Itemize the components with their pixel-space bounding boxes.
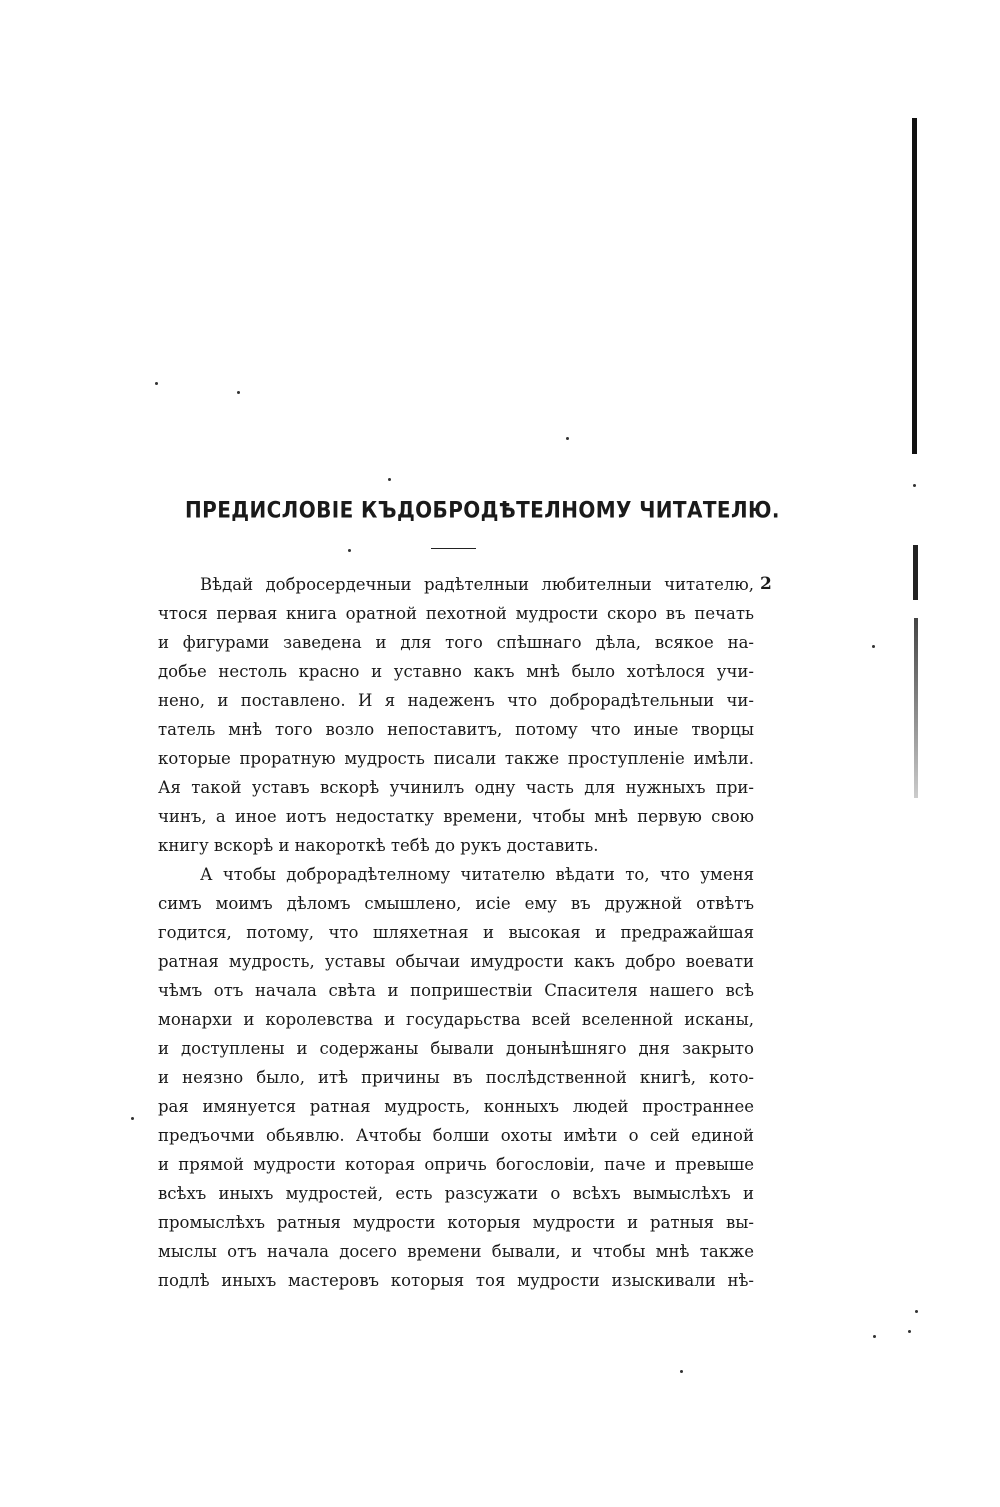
scan-speck xyxy=(873,1335,876,1338)
scan-speck xyxy=(915,1310,918,1313)
text-line: добье нестоль красно и уставно какъ мнѣ было хотѣлося учи- xyxy=(158,662,754,681)
text-line: которые проратную мудрость писали также проступленіе имѣли. xyxy=(158,749,754,768)
scan-speck xyxy=(348,549,351,552)
text-line: татель мнѣ того возло непоставитъ, потому что иные творцы xyxy=(158,720,754,739)
text-line: и прямой мудрости которая опричь богословіи, паче и превыше xyxy=(158,1155,754,1174)
scan-speck xyxy=(908,1330,911,1333)
text-line: подлѣ иныхъ мастеровъ которыя тоя мудрости изыскивали нѣ- xyxy=(158,1271,754,1290)
text-line: ратная мудрость, уставы обычаи имудрости какъ добро воевати xyxy=(158,952,754,971)
body-text xyxy=(158,570,754,1295)
heading-rule xyxy=(431,548,476,549)
scan-speck xyxy=(913,484,916,487)
page-edge-mark xyxy=(913,545,918,600)
text-line: чтося первая книга оратной пехотной мудрости скоро въ печать xyxy=(158,604,754,623)
text-line: годится, потому, что шляхетная и высокая и предражайшая xyxy=(158,923,754,942)
text-line: рая имянуется ратная мудрость, конныхъ людей пространнее xyxy=(158,1097,754,1116)
scan-speck xyxy=(872,645,875,648)
text-line: монархи и королевства и государьства всей вселенной исканы, xyxy=(158,1010,754,1029)
scan-speck xyxy=(155,382,158,385)
text-line: чинъ, а иное иотъ недостатку времени, чтобы мнѣ первую свою xyxy=(158,807,754,826)
text-line: Вѣдай добросердечныи радѣтелныи любителныи читателю, xyxy=(200,575,754,594)
text-line: и неязно было, итѣ причины въ послѣдственной книгѣ, кото- xyxy=(158,1068,754,1087)
page-edge-mark xyxy=(912,118,917,454)
scan-speck xyxy=(237,391,240,394)
scan-speck xyxy=(566,437,569,440)
paragraph xyxy=(158,860,754,1295)
text-line: симъ моимъ дѣломъ смышлено, исіе ему въ дружной отвѣтъ xyxy=(158,894,754,913)
text-line: и доступлены и содержаны бывали донынѣшняго дня закрыто xyxy=(158,1039,754,1058)
text-line: книгу вскорѣ и накороткѣ тебѣ до рукъ доставить. xyxy=(158,836,599,855)
text-line: и фигурами заведена и для того спѣшнаго дѣла, всякое на- xyxy=(158,633,754,652)
text-line: промыслѣхъ ратныя мудрости которыя мудрости и ратныя вы- xyxy=(158,1213,754,1232)
text-line: чѣмъ отъ начала свѣта и попришествіи Спасителя нашего всѣ xyxy=(158,981,754,1000)
scan-speck xyxy=(680,1370,683,1373)
text-line: всѣхъ иныхъ мудростей, есть разсужати о всѣхъ вымыслѣхъ и xyxy=(158,1184,754,1203)
paragraph xyxy=(158,570,754,860)
page-heading: ПРЕДИСЛОВІЕ КЪДОБРОДѢТЕЛНОМУ ЧИТАТЕЛЮ. xyxy=(185,496,780,524)
scan-speck xyxy=(131,1117,134,1120)
text-line: нено, и поставлено. И я надеженъ что доброрадѣтельныи чи- xyxy=(158,691,754,710)
margin-number: 2 xyxy=(760,574,772,594)
text-line: Ая такой уставъ вскорѣ учинилъ одну часть для нужныхъ при- xyxy=(158,778,754,797)
text-line: предъочми обьявлю. Ачтобы болши охоты имѣти о сей единой xyxy=(158,1126,754,1145)
page-edge-mark xyxy=(914,618,918,798)
text-line: мыслы отъ начала досего времени бывали, и чтобы мнѣ также xyxy=(158,1242,754,1261)
scan-speck xyxy=(388,478,391,481)
text-line: А чтобы доброрадѣтелному читателю вѣдати то, что уменя xyxy=(200,865,754,884)
